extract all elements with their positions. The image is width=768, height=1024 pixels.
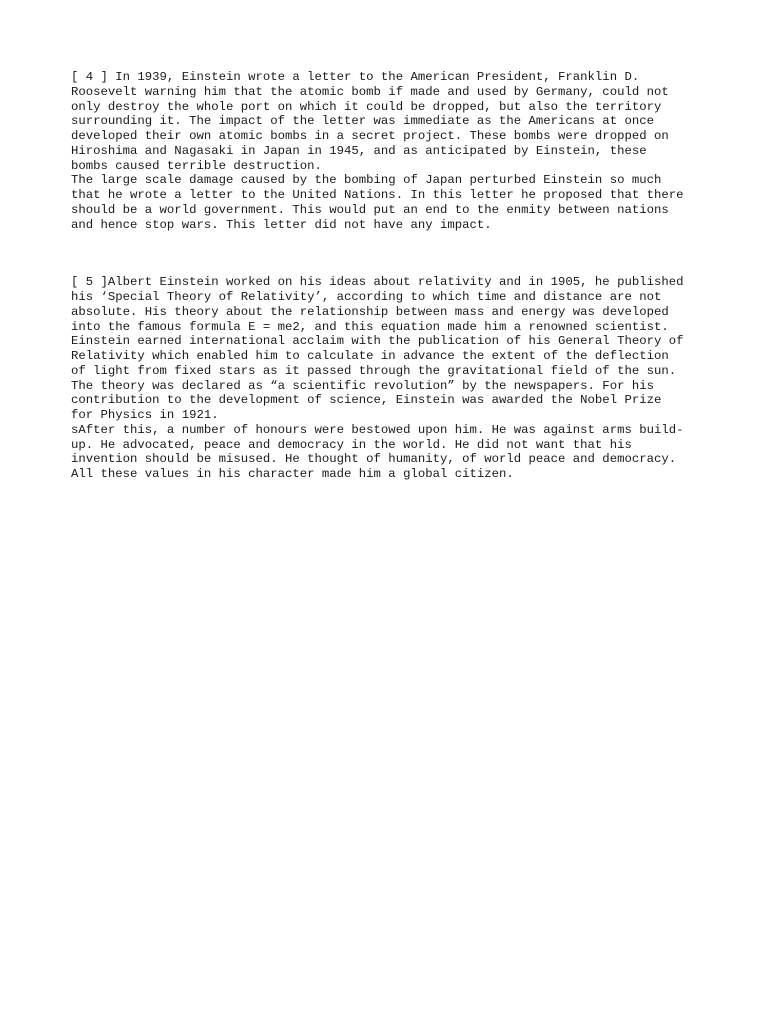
text-line: All these values in his character made him a global citizen. [71,467,514,481]
text-line: surrounding it. The impact of the letter was immediate as the Americans at once [71,114,654,129]
text-line: his ‘Special Theory of Relativity’, according to which time and distance are not [71,290,662,304]
document-page [71,70,711,482]
section-4 [71,70,711,232]
text-line: The theory was declared as “a scientific revolution” by the newspapers. For his [71,378,654,393]
text-line: up. He advocated, peace and democracy in the world. He did not want that his [71,437,632,452]
text-line: should be a world government. This would put an end to the enmity between nations [71,202,669,217]
text-line: developed their own atomic bombs in a secret project. These bombs were dropped on [71,129,669,143]
text-line: only destroy the whole port on which it could be dropped, but also the territory [71,99,662,114]
section-spacer [71,232,711,275]
text-line: for Physics in 1921. [71,408,219,422]
text-line: Einstein earned international acclaim with the publication of his General Theory of [71,334,684,349]
text-line: and hence stop wars. This letter did not have any impact. [71,217,492,232]
text-line: [ 5 ]Albert Einstein worked on his ideas about relativity and in 1905, he published [71,275,684,290]
text-line: The large scale damage caused by the bombing of Japan perturbed Einstein so much [71,173,662,188]
text-line: [ 4 ] In 1939, Einstein wrote a letter to the American President, Franklin D. [71,70,640,84]
text-line: absolute. His theory about the relationship between mass and energy was developed [71,304,669,319]
text-line: invention should be misused. He thought of humanity, of world peace and democracy. [71,452,677,467]
text-line: bombs caused terrible destruction. [71,158,322,173]
text-line: that he wrote a letter to the United Nations. In this letter he proposed that there [71,188,684,202]
text-line: sAfter this, a number of honours were bestowed upon him. He was against arms build- [71,422,684,437]
section-5 [71,275,711,482]
text-line: Relativity which enabled him to calculate in advance the extent of the deflection [71,349,669,363]
text-line: contribution to the development of science, Einstein was awarded the Nobel Prize [71,393,662,408]
text-line: into the famous formula E = me2, and this equation made him a renowned scientist. [71,319,669,334]
text-line: Hiroshima and Nagasaki in Japan in 1945, and as anticipated by Einstein, these [71,143,647,158]
text-line: of light from fixed stars as it passed through the gravitational field of the sun. [71,363,677,378]
text-line: Roosevelt warning him that the atomic bomb if made and used by Germany, could not [71,84,669,99]
